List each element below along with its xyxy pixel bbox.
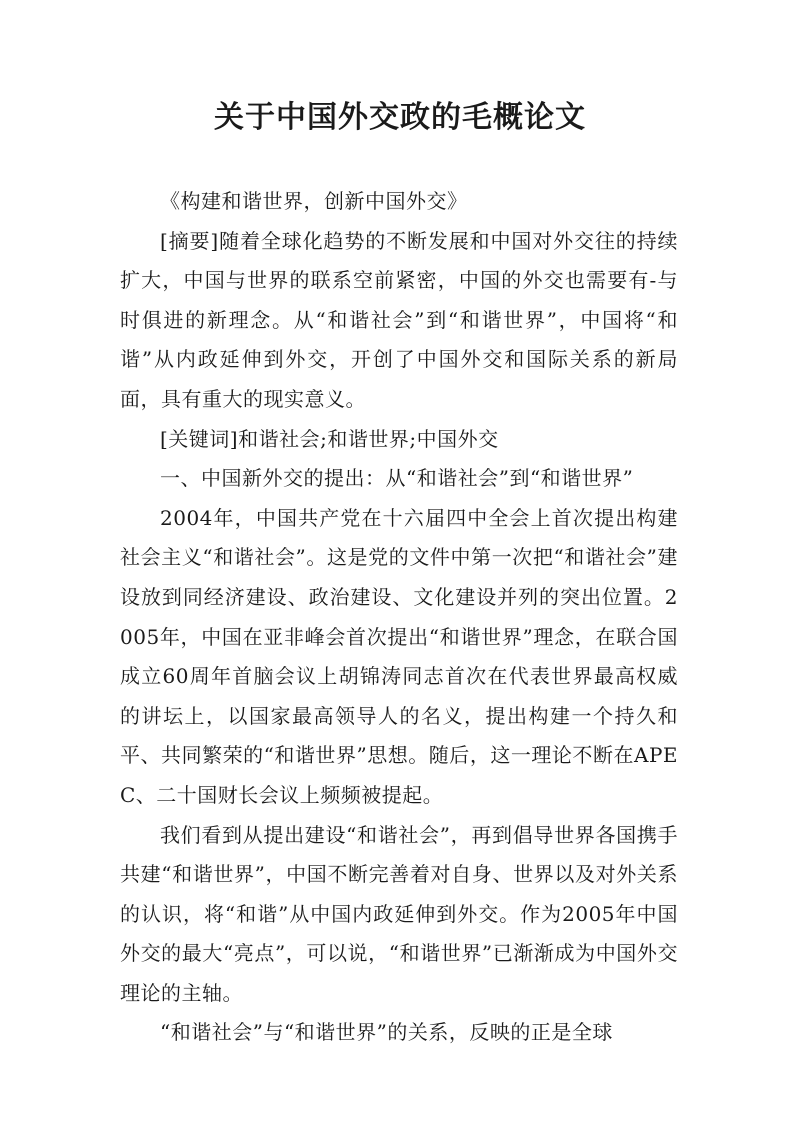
paragraph-subtitle: 《构建和谐世界，创新中国外交》 <box>160 189 468 213</box>
paragraph-body: 2004年，中国共产党在十六届四中全会上首次提出构建社会主义“和谐社会”。这是党的文件中第一次把“和谐社会”建设放到同经济建设、政治建设、文化建设并列的突出位置。2005年，中国在亚非峰会首次提出“和谐世界”理念，在联合国成立60周年首脑会议上胡锦涛同志首次在代表世界最高权威的讲坛上，以国家最高领导人的名义，提出构建一个持久和平、共同繁荣的“和谐世界”思想。随后，这一理论不断在APEC、二十国财长会议上频频被提起。 <box>120 505 678 807</box>
document-body <box>120 182 678 1053</box>
paragraph-body: “和谐社会”与“和谐世界”的关系，反映的正是全球 <box>160 1020 613 1045</box>
paragraph-body: 我们看到从提出建设“和谐社会”，再到倡导世界各国携手共建“和谐世界”，中国不断完善着对自身、世界以及对外关系的认识，将“和谐”从中国内政延伸到外交。作为2005年中国外交的最大“亮点”，可以说，“和谐世界”已渐渐成为中国外交理论的主轴。 <box>120 822 678 1005</box>
paragraph-keywords: [关键词]和谐社会;和谐世界;中国外交 <box>160 426 499 451</box>
paragraph-abstract: [摘要]随着全球化趋势的不断发展和中国对外交往的持续扩大，中国与世界的联系空前紧密，中国的外交也需要有-与时俱进的新理念。从“和谐社会”到“和谐世界”，中国将“和谐”从内政延伸到外交，开创了中国外交和国际关系的新局面，具有重大的现实意义。 <box>120 228 678 411</box>
section-heading: 一、中国新外交的提出：从“和谐社会”到“和谐世界” <box>160 466 634 491</box>
document-title: 关于中国外交政的毛概论文 <box>214 100 586 135</box>
